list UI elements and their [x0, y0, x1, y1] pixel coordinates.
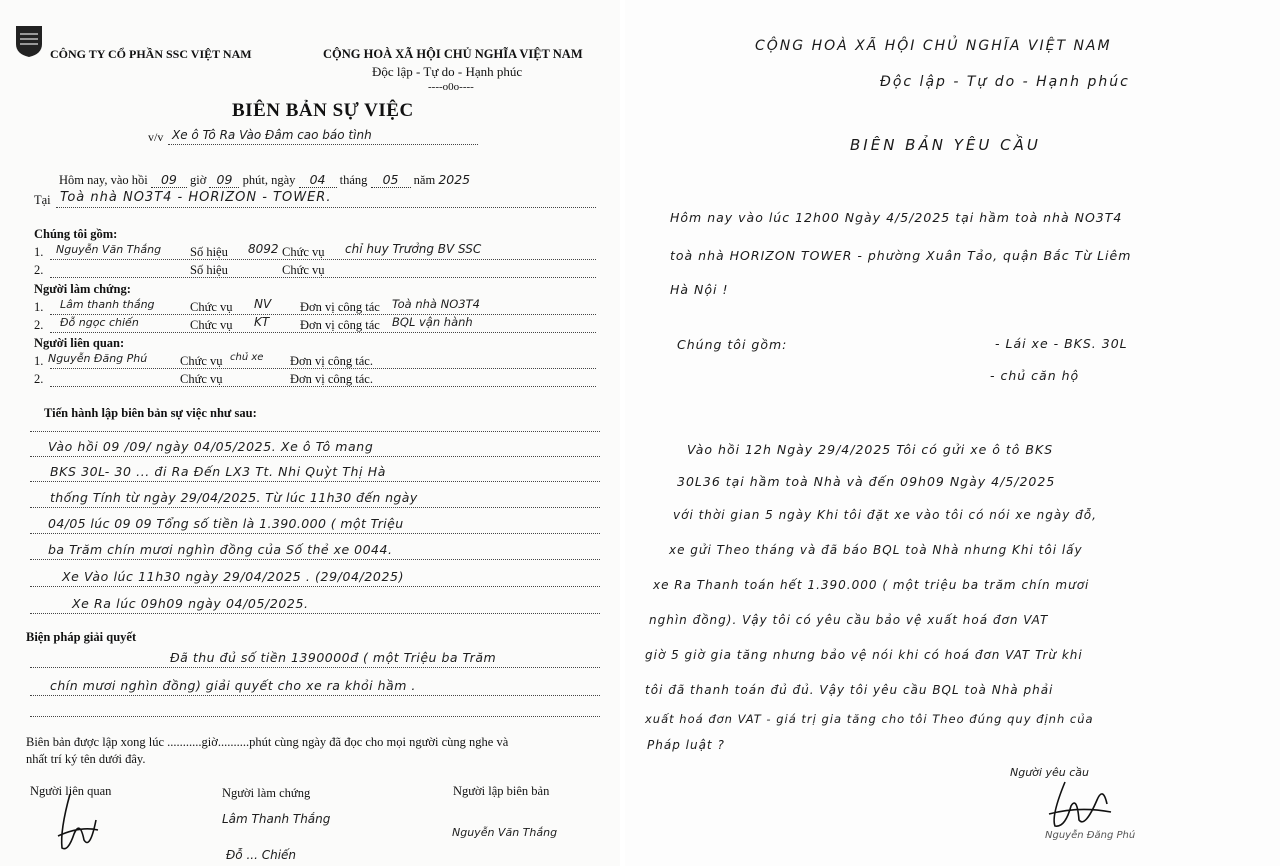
member-2-id-label: Số hiệu: [190, 263, 228, 277]
witness-1-role-label: Chức vụ: [190, 300, 233, 314]
signature-witness-2: Đỗ ... Chiến: [226, 848, 297, 862]
intro-line: Hôm nay vào lúc 12h00 Ngày 4/5/2025 tại hầm toà nhà NO3T4: [670, 210, 1123, 225]
solution-line: Đã thu đủ số tiền 1390000đ ( một Triệu ba Trăm: [170, 650, 497, 665]
date-minute: 09: [209, 172, 239, 188]
national-title: CỘNG HOÀ XÃ HỘI CHỦ NGHĨA VIỆT NAM: [323, 47, 583, 61]
related-1-role-label: Chức vụ: [180, 354, 223, 368]
witness-2-role: KT: [254, 315, 270, 329]
witness-2-role-label: Chức vụ: [190, 318, 233, 332]
motto-separator: ----o0o----: [428, 81, 474, 93]
date-year: 2025: [438, 172, 471, 187]
witness-1-no: 1.: [34, 300, 44, 314]
signature-related: [50, 790, 100, 856]
member-1-name: Nguyễn Văn Thắng: [56, 243, 162, 256]
body-line: 30L36 tại hầm toà Nhà và đến 09h09 Ngày 4/5/2025: [677, 474, 1056, 489]
subject-prefix: v/v: [148, 130, 164, 144]
proceed-line: Xe Vào lúc 11h30 ngày 29/04/2025 . (29/04/2025): [62, 569, 405, 584]
sign-related-label: Người liên quan: [30, 784, 112, 798]
date-day: 04: [299, 172, 337, 188]
member-1-role: chỉ huy Trưởng BV SSC: [345, 242, 482, 256]
intro-line: Hà Nội !: [670, 282, 729, 297]
solution-label: Biện pháp giải quyết: [26, 630, 137, 644]
right-sign-name: Nguyễn Đăng Phú: [1045, 830, 1136, 841]
witness-1-unit: Toà nhà NO3T4: [392, 297, 480, 311]
date-hour: 09: [151, 172, 187, 188]
intro-line: toà nhà HORIZON TOWER - phường Xuân Tảo, quận Bắc Từ Liêm: [670, 248, 1132, 263]
member-1-id-label: Số hiệu: [190, 245, 228, 259]
right-motto: Độc lập - Tự do - Hạnh phúc: [880, 74, 1130, 90]
member-2-no: 2.: [34, 263, 44, 277]
witness-1-role: NV: [254, 297, 272, 311]
proceed-line: BKS 30L- 30 ... đi Ra Đến LX3 Tt. Nhi Quỳt Thị Hà: [50, 464, 386, 479]
date-line: Hôm nay, vào hồi 09 giờ 09 phút, ngày 04 tháng 05 năm 2025: [59, 172, 471, 187]
sign-witness-label: Người làm chứng: [222, 786, 311, 800]
solution-line: chín mươi nghìn đồng) giải quyết cho xe ra khỏi hầm .: [50, 678, 416, 693]
related-2-role-label: Chức vụ: [180, 372, 223, 386]
proceed-line: Xe Ra lúc 09h09 ngày 04/05/2025.: [72, 596, 309, 611]
related-1-no: 1.: [34, 354, 44, 368]
we-include: Chúng tôi gồm:: [677, 337, 788, 352]
location-text: Toà nhà NO3T4 - HORIZON - TOWER.: [60, 190, 332, 205]
right-sign-label: Người yêu cầu: [1010, 766, 1089, 779]
proceed-line: ba Trăm chín mươi nghìn đồng của Số thẻ xe 0044.: [48, 542, 393, 557]
member-1-id: 8092: [248, 242, 279, 256]
right-document: [625, 0, 1280, 866]
proceed-label: Tiến hành lập biên bản sự việc như sau:: [44, 406, 257, 420]
company-name: CÔNG TY CỔ PHẦN SSC VIỆT NAM: [50, 47, 252, 61]
body-line: xe Ra Thanh toán hết 1.390.000 ( một triệu ba trăm chín mươi: [653, 578, 1090, 592]
right-national-title: CỘNG HOÀ XÃ HỘI CHỦ NGHĨA VIỆT NAM: [755, 38, 1112, 54]
party-item: - Lái xe - BKS. 30L: [995, 336, 1128, 351]
party-item: - chủ căn hộ: [990, 368, 1080, 383]
body-line: tôi đã thanh toán đủ đủ. Vậy tôi yêu cầu BQL toà Nhà phải: [645, 683, 1054, 697]
related-1-role: chủ xe: [230, 352, 264, 363]
body-line: xuất hoá đơn VAT - giá trị gia tăng cho tôi Theo đúng quy định của: [645, 712, 1094, 726]
body-line: với thời gian 5 ngày Khi tôi đặt xe vào tôi có nói xe ngày đỗ,: [673, 508, 1097, 522]
location-label: Tại: [34, 193, 51, 207]
member-1-role-label: Chức vụ: [282, 245, 325, 259]
witness-2-no: 2.: [34, 318, 44, 332]
member-2-role-label: Chức vụ: [282, 263, 325, 277]
member-row-1: 1.: [34, 245, 44, 259]
body-line: nghìn đồng). Vậy tôi có yêu cầu bảo vệ xuất hoá đơn VAT: [649, 613, 1049, 627]
closing-line-1: Biên bản được lập xong lúc ...........giờ..........phút cùng ngày đã đọc cho mọi người cùng nghe và: [26, 735, 509, 749]
body-line: Pháp luật ?: [647, 738, 725, 752]
proceed-line: thống Tính từ ngày 29/04/2025. Từ lúc 11h30 đến ngày: [50, 490, 418, 505]
body-line: xe gửi Theo tháng và đã báo BQL toà Nhà nhưng Khi tôi lấy: [669, 543, 1083, 557]
body-line: Vào hồi 12h Ngày 29/4/2025 Tôi có gửi xe ô tô BKS: [687, 442, 1054, 457]
proceed-line: 04/05 lúc 09 09 Tổng số tiền là 1.390.000 ( một Triệu: [48, 516, 404, 531]
witness-label: Người làm chứng:: [34, 282, 131, 296]
related-2-unit-label: Đơn vị công tác.: [290, 372, 373, 386]
motto: Độc lập - Tự do - Hạnh phúc: [372, 64, 523, 79]
date-month: 05: [371, 172, 411, 188]
company-logo: [14, 24, 44, 58]
signature-requester: [1045, 776, 1115, 832]
signature-author: Nguyễn Văn Thắng: [452, 826, 558, 839]
related-label: Người liên quan:: [34, 336, 125, 350]
related-1-unit-label: Đơn vị công tác.: [290, 354, 373, 368]
witness-2-unit: BQL vận hành: [392, 315, 473, 329]
witness-2-name: Đỗ ngọc chiến: [60, 316, 139, 329]
right-doc-title: BIÊN BẢN YÊU CẦU: [850, 136, 1041, 154]
witness-1-name: Lâm thanh thắng: [60, 298, 155, 311]
we-include-label: Chúng tôi gồm:: [34, 227, 118, 241]
witness-2-unit-label: Đơn vị công tác: [300, 318, 380, 332]
body-line: giờ 5 giờ gia tăng nhưng bảo vệ nói khi có hoá đơn VAT Trừ khi: [645, 648, 1083, 662]
related-2-no: 2.: [34, 372, 44, 386]
subject-text: Xe ô Tô Ra Vào Đâm cao báo tình: [172, 128, 372, 142]
proceed-line: Vào hồi 09 /09/ ngày 04/05/2025. Xe ô Tô mang: [48, 439, 374, 454]
left-document: [0, 0, 620, 866]
related-1-name: Nguyễn Đăng Phú: [48, 352, 148, 365]
doc-title: BIÊN BẢN SỰ VIỆC: [232, 100, 414, 121]
closing-line-2: nhất trí ký tên dưới đây.: [26, 752, 146, 766]
sign-author-label: Người lập biên bản: [453, 784, 550, 798]
witness-1-unit-label: Đơn vị công tác: [300, 300, 380, 314]
signature-witness-1: Lâm Thanh Thắng: [222, 812, 331, 826]
